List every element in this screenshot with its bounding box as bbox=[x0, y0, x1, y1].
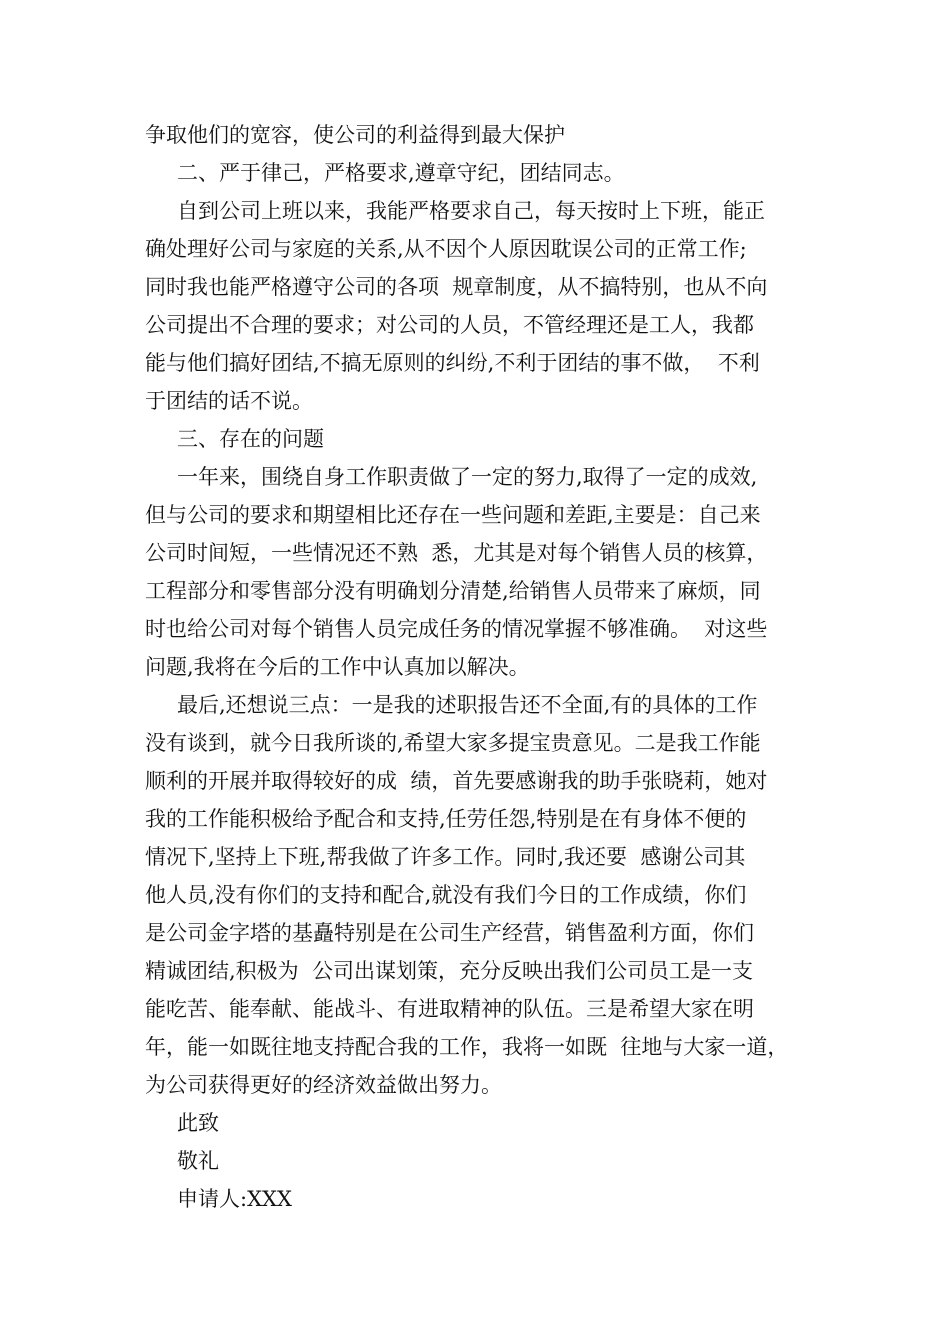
body-text-line: 确处理好公司与家庭的关系,从不因个人原因耽误公司的正常工作; bbox=[145, 237, 747, 261]
body-text-line: 问题,我将在今后的工作中认真加以解决。 bbox=[145, 655, 530, 679]
body-text-line: 为公司获得更好的经济效益做出努力。 bbox=[145, 1073, 502, 1097]
body-text-line: 工程部分和零售部分没有明确划分清楚,给销售人员带来了麻烦，同 bbox=[145, 579, 761, 603]
closing-regards: 敬礼 bbox=[177, 1149, 219, 1173]
body-text-line: 公司提出不合理的要求；对公司的人员，不管经理还是工人，我都 bbox=[145, 313, 754, 337]
body-text-line: 顺利的开展并取得较好的成 绩，首先要感谢我的助手张晓莉，她对 bbox=[145, 769, 768, 793]
body-text-line: 能吃苦、能奉献、能战斗、有进取精神的队伍。三是希望大家在明 bbox=[145, 997, 754, 1021]
body-text-line: 但与公司的要求和期望相比还存在一些问题和差距,主要是：自己来 bbox=[145, 503, 761, 527]
body-text-line: 情况下,坚持上下班,帮我做了许多工作。同时,我还要 感谢公司其 bbox=[145, 845, 746, 869]
body-text-line: 是公司金字塔的基矗特别是在公司生产经营，销售盈利方面，你们 bbox=[145, 921, 754, 945]
body-text-line: 最后,还想说三点：一是我的述职报告还不全面,有的具体的工作 bbox=[177, 693, 758, 717]
body-text-line: 他人员,没有你们的支持和配合,就没有我们今日的工作成绩，你们 bbox=[145, 883, 747, 907]
body-text-line: 精诚团结,积极为 公司出谋划策，充分反映出我们公司员工是一支 bbox=[145, 959, 754, 983]
body-text-line: 自到公司上班以来，我能严格要求自己，每天按时上下班，能正 bbox=[177, 199, 765, 223]
body-text-line: 我的工作能积极给予配合和支持,任劳任怨,特别是在有身体不便的 bbox=[145, 807, 747, 831]
section-heading-discipline: 二、严于律己，严格要求,遵章守纪，团结同志。 bbox=[177, 161, 625, 185]
body-text-line: 没有谈到，就今日我所谈的,希望大家多提宝贵意见。二是我工作能 bbox=[145, 731, 761, 755]
body-text-line: 时也给公司对每个销售人员完成任务的情况掌握不够准确。 对这些 bbox=[145, 617, 768, 641]
paragraph-continuation-line: 争取他们的宽容，使公司的利益得到最大保护 bbox=[145, 123, 565, 147]
body-text-line: 公司时间短，一些情况还不熟 悉，尤其是对每个销售人员的核算， bbox=[145, 541, 768, 565]
body-text-line: 于团结的话不说。 bbox=[145, 389, 313, 413]
body-text-line: 一年来，围绕自身工作职责做了一定的努力,取得了一定的成效, bbox=[177, 465, 758, 489]
body-text-line: 同时我也能严格遵守公司的各项 规章制度，从不搞特别，也从不向 bbox=[145, 275, 768, 299]
applicant-signature-line: 申请人:XXX bbox=[177, 1187, 292, 1211]
body-text-line: 能与他们搞好团结,不搞无原则的纠纷,不利于团结的事不做， 不利 bbox=[145, 351, 760, 375]
body-text-line: 年，能一如既往地支持配合我的工作，我将一如既 往地与大家一道， bbox=[145, 1035, 789, 1059]
closing-salutation: 此致 bbox=[177, 1111, 219, 1135]
section-heading-problems: 三、存在的问题 bbox=[177, 427, 324, 451]
